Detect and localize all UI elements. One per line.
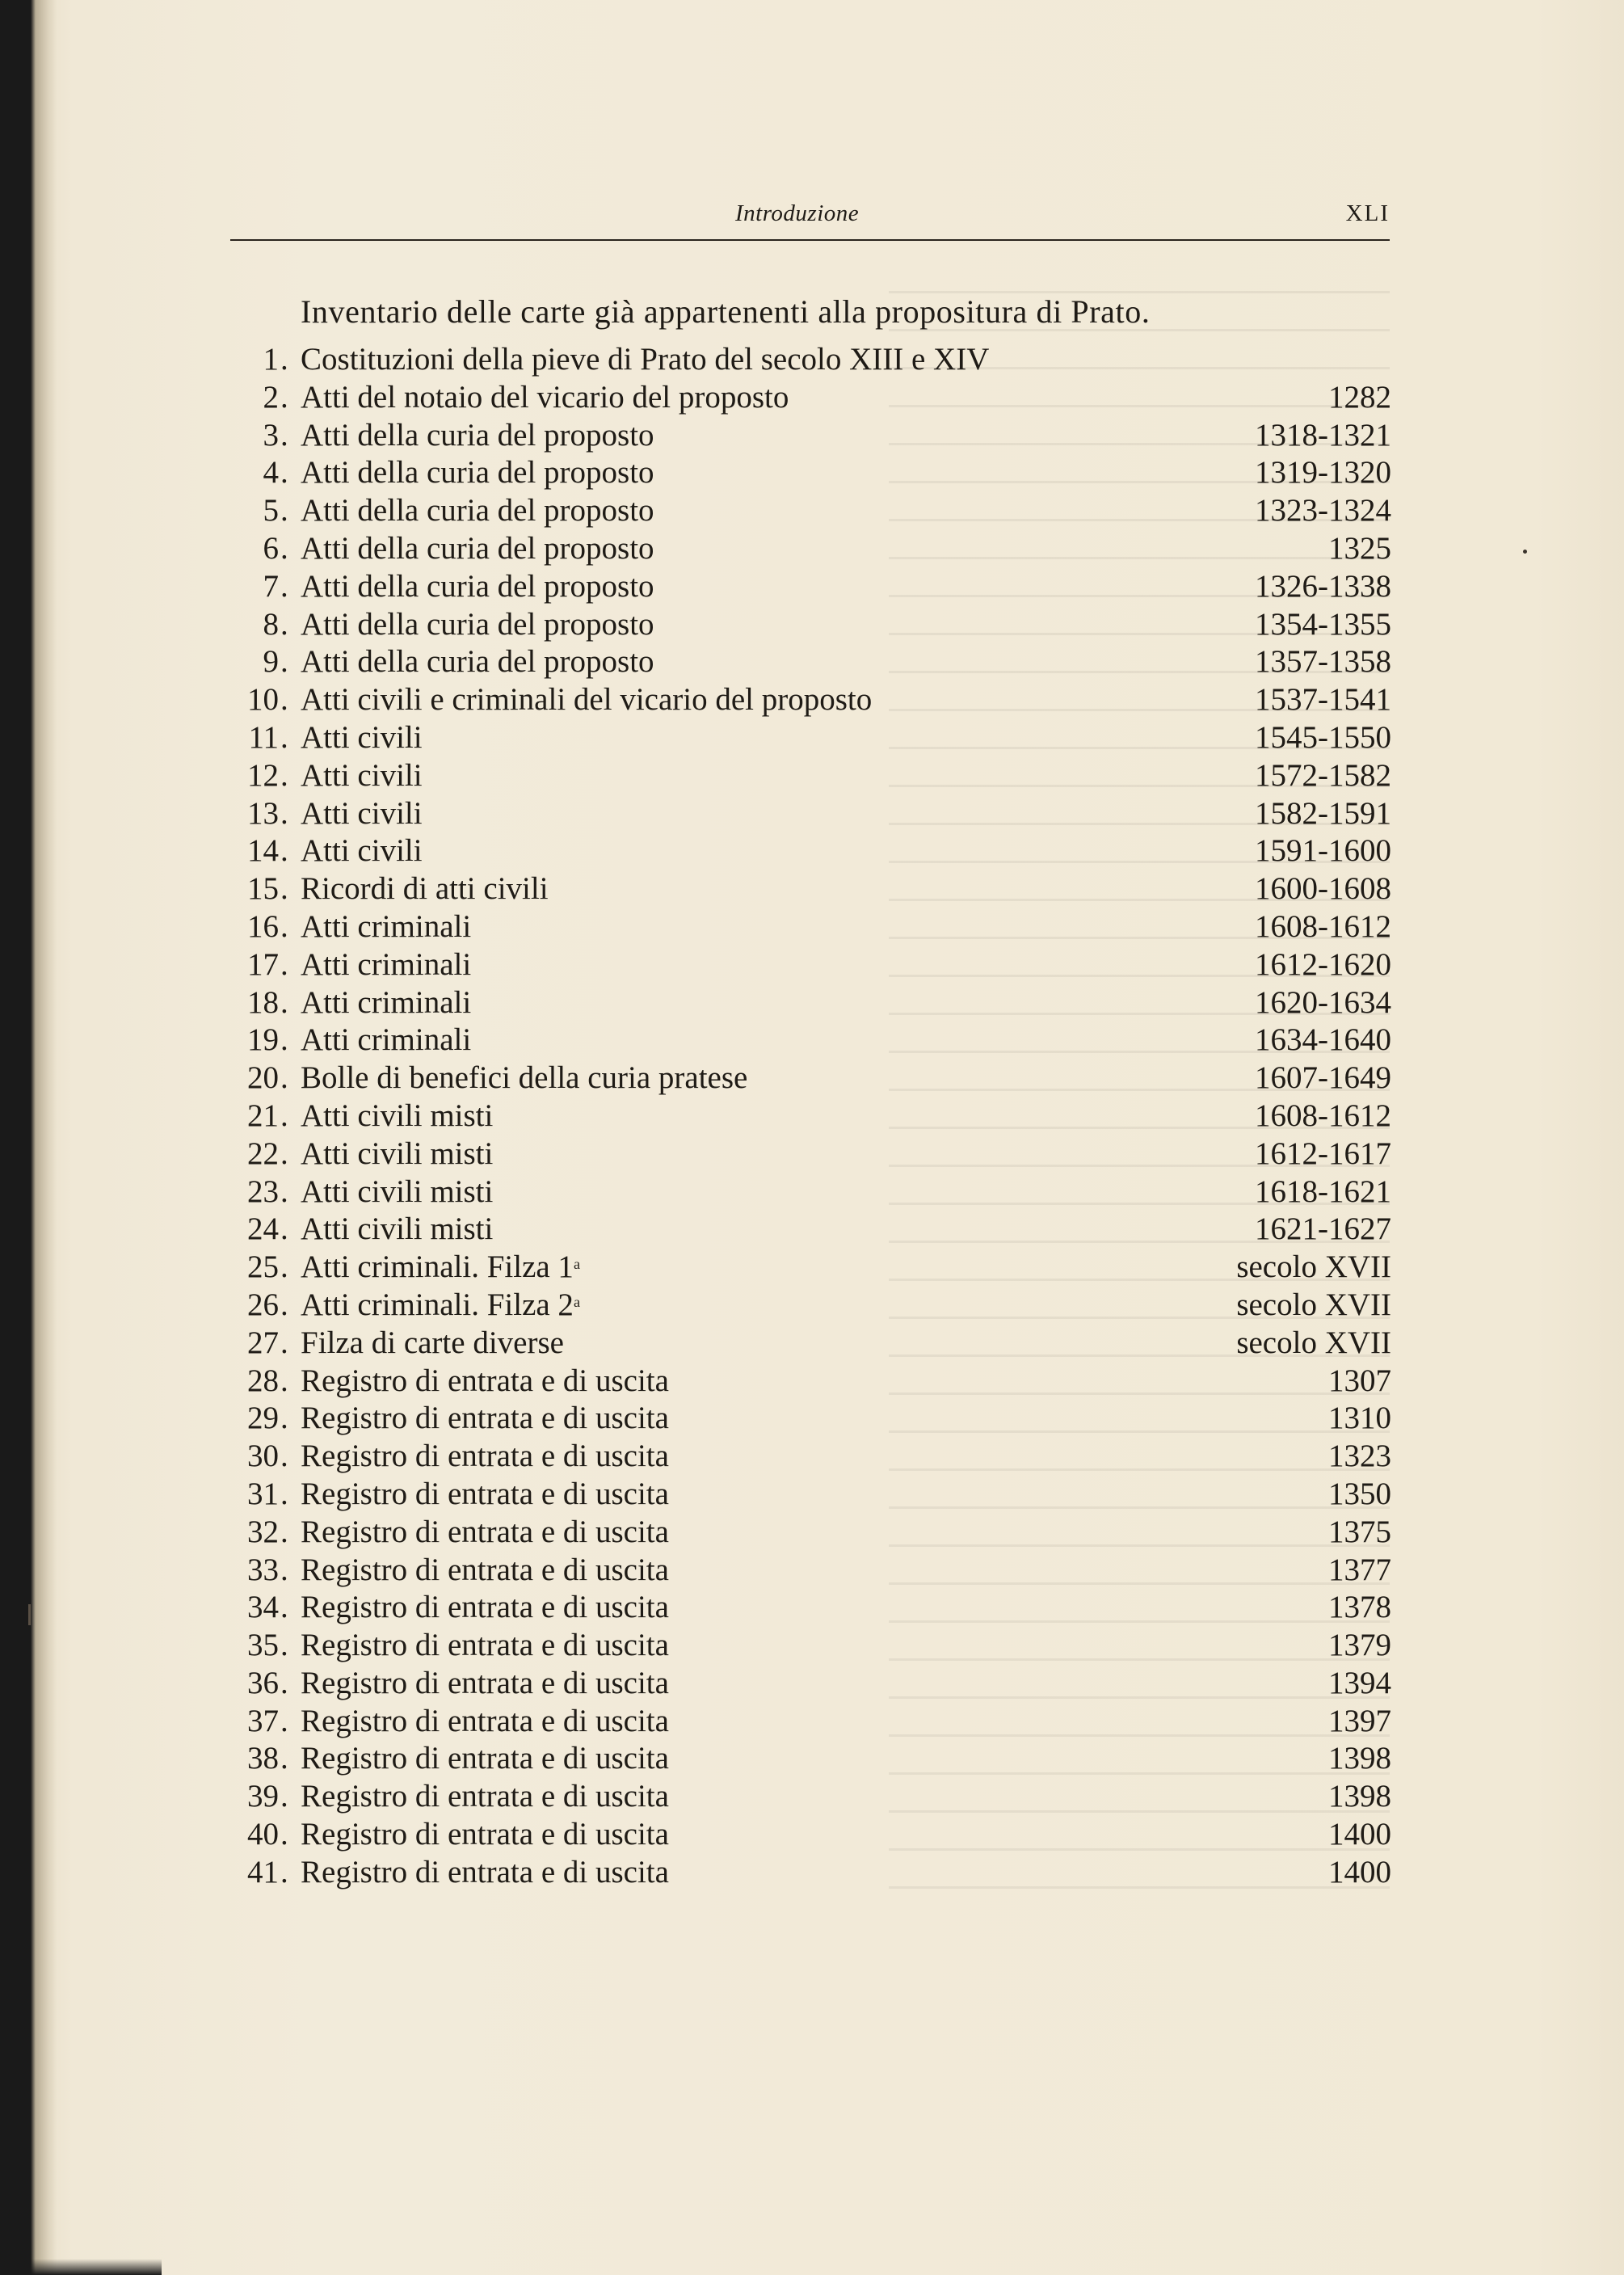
item-date: 1537-1541 (1255, 682, 1391, 718)
item-date: 1323-1324 (1255, 493, 1391, 529)
item-number-dot: . (280, 1401, 288, 1436)
item-number-dot: . (280, 606, 288, 642)
item-number: 4 (263, 455, 279, 491)
inventory-list (230, 341, 1394, 1892)
item-title (301, 341, 989, 379)
item-title (301, 1589, 669, 1627)
list-item (230, 492, 1394, 530)
item-date: 1354-1355 (1255, 606, 1391, 642)
item-date: 1600-1608 (1255, 871, 1391, 907)
item-number: 29 (247, 1401, 279, 1436)
item-number-dot: . (280, 1249, 288, 1285)
item-number-dot: . (280, 1173, 288, 1209)
item-date: 1608-1612 (1255, 908, 1391, 944)
item-number: 5 (263, 493, 279, 529)
item-title-text: Registro di entrata e di uscita (301, 1590, 669, 1625)
item-title (301, 530, 654, 568)
item-title-text: Registro di entrata e di uscita (301, 1439, 669, 1474)
item-date: 1582-1591 (1255, 795, 1391, 831)
item-title-text: Atti civili misti (301, 1097, 494, 1133)
item-date: 1319-1320 (1255, 455, 1391, 491)
item-title-text: Registro di entrata e di uscita (301, 1476, 669, 1511)
item-number-dot: . (280, 493, 288, 529)
item-title-text: Registro di entrata e di uscita (301, 1854, 669, 1890)
item-number-dot: . (280, 1779, 288, 1814)
item-date: 1307 (1328, 1363, 1391, 1398)
page-number: XLI (1345, 200, 1390, 226)
item-title-text: Atti criminali. Filza 2 (301, 1287, 574, 1322)
item-number: 25 (247, 1249, 279, 1285)
item-number: 7 (263, 568, 279, 604)
item-title-text: Atti civili e criminali del vicario del proposto (301, 682, 873, 718)
item-date: 1377 (1328, 1552, 1391, 1587)
item-number-dot: . (280, 1476, 288, 1511)
list-item (230, 1665, 1394, 1703)
item-title (301, 568, 654, 606)
item-title-text: Registro di entrata e di uscita (301, 1514, 669, 1549)
item-title-text: Registro di entrata e di uscita (301, 1703, 669, 1738)
item-number: 6 (263, 530, 279, 566)
ordinal-superscript: a (573, 1293, 580, 1310)
list-item (230, 1816, 1394, 1854)
list-item (230, 795, 1394, 833)
item-title (301, 1400, 669, 1438)
item-date: 1400 (1328, 1854, 1391, 1890)
item-number-dot: . (280, 1439, 288, 1474)
item-title-text: Atti civili misti (301, 1135, 494, 1171)
running-header (230, 194, 1390, 242)
item-title-text: Registro di entrata e di uscita (301, 1741, 669, 1776)
item-number: 11 (248, 719, 279, 755)
book-spine-shadow (0, 0, 57, 2275)
item-number: 33 (247, 1552, 279, 1587)
item-title (301, 719, 423, 757)
list-item (230, 1060, 1394, 1097)
item-title-text: Registro di entrata e di uscita (301, 1628, 669, 1663)
list-item (230, 606, 1394, 644)
item-date: 1394 (1328, 1665, 1391, 1700)
list-item (230, 870, 1394, 908)
item-number-dot: . (280, 682, 288, 718)
list-item (230, 643, 1394, 681)
item-number: 22 (247, 1135, 279, 1171)
list-item (230, 417, 1394, 455)
item-date: 1545-1550 (1255, 719, 1391, 755)
list-item (230, 1740, 1394, 1778)
item-title (301, 870, 549, 908)
list-item (230, 568, 1394, 606)
item-number-dot: . (280, 1590, 288, 1625)
list-item (230, 719, 1394, 757)
item-number: 1 (263, 342, 279, 377)
item-number: 40 (247, 1817, 279, 1852)
item-number: 31 (247, 1476, 279, 1511)
item-title-text: Atti criminali (301, 908, 472, 944)
header-rule (230, 239, 1390, 241)
item-title (301, 1514, 669, 1552)
item-date: 1591-1600 (1255, 833, 1391, 869)
page-speck (1523, 550, 1527, 554)
item-number: 41 (247, 1854, 279, 1890)
item-title-text: Atti civili misti (301, 1173, 494, 1209)
item-title (301, 757, 423, 795)
item-title-text: Atti della curia del proposto (301, 530, 654, 566)
item-title-text: Atti civili (301, 757, 423, 793)
item-number-dot: . (280, 342, 288, 377)
item-date: 1612-1617 (1255, 1135, 1391, 1171)
item-date: 1618-1621 (1255, 1173, 1391, 1209)
item-title (301, 1363, 669, 1401)
item-number-dot: . (280, 1211, 288, 1247)
item-date: 1326-1338 (1255, 568, 1391, 604)
item-title-text: Atti della curia del proposto (301, 606, 654, 642)
item-title (301, 1476, 669, 1514)
item-number-dot: . (280, 1363, 288, 1398)
list-item (230, 1211, 1394, 1249)
item-number-dot: . (280, 1097, 288, 1133)
list-item (230, 832, 1394, 870)
list-item (230, 379, 1394, 417)
item-date: 1357-1358 (1255, 644, 1391, 680)
list-item (230, 1097, 1394, 1135)
list-item (230, 1438, 1394, 1476)
item-title-text: Atti civili (301, 719, 423, 755)
item-date: 1400 (1328, 1817, 1391, 1852)
item-number: 35 (247, 1628, 279, 1663)
item-date: 1282 (1328, 379, 1391, 415)
item-number: 13 (247, 795, 279, 831)
item-date: 1398 (1328, 1741, 1391, 1776)
item-date: 1378 (1328, 1590, 1391, 1625)
item-number: 8 (263, 606, 279, 642)
item-number: 28 (247, 1363, 279, 1398)
item-number: 18 (247, 984, 279, 1020)
item-title-text: Registro di entrata e di uscita (301, 1363, 669, 1398)
list-item (230, 1173, 1394, 1211)
item-title-text: Atti della curia del proposto (301, 455, 654, 491)
item-title (301, 1552, 669, 1590)
list-item (230, 1627, 1394, 1665)
list-item (230, 1552, 1394, 1590)
item-title-text: Atti civili (301, 833, 423, 869)
item-date: 1375 (1328, 1514, 1391, 1549)
item-date: secolo XVII (1236, 1325, 1391, 1360)
item-title-text: Atti criminali. Filza 1 (301, 1249, 574, 1285)
item-title (301, 1438, 669, 1476)
list-item (230, 1022, 1394, 1060)
item-title-text: Atti criminali (301, 1022, 472, 1058)
item-number-dot: . (280, 1552, 288, 1587)
item-date: 1350 (1328, 1476, 1391, 1511)
item-number: 3 (263, 417, 279, 453)
book-corner-shadow (0, 2259, 162, 2275)
item-date: 1620-1634 (1255, 984, 1391, 1020)
item-title (301, 1287, 580, 1325)
item-number-dot: . (280, 1741, 288, 1776)
item-date: 1397 (1328, 1703, 1391, 1738)
item-number-dot: . (280, 1817, 288, 1852)
item-number: 32 (247, 1514, 279, 1549)
item-number-dot: . (280, 1135, 288, 1171)
item-date: 1398 (1328, 1779, 1391, 1814)
running-title: Introduzione (735, 200, 860, 226)
item-number-dot: . (280, 417, 288, 453)
item-title (301, 1627, 669, 1665)
item-title (301, 1097, 493, 1135)
item-date: secolo XVII (1236, 1287, 1391, 1322)
item-title (301, 1211, 493, 1249)
list-item (230, 341, 1394, 379)
item-number: 16 (247, 908, 279, 944)
item-number: 23 (247, 1173, 279, 1209)
list-item (230, 1325, 1394, 1363)
item-date: 1323 (1328, 1439, 1391, 1474)
item-title (301, 417, 654, 455)
item-number-dot: . (280, 795, 288, 831)
item-number: 20 (247, 1060, 279, 1096)
item-number-dot: . (280, 644, 288, 680)
item-number: 2 (263, 379, 279, 415)
item-title (301, 1249, 580, 1287)
item-title (301, 1854, 669, 1892)
item-title (301, 795, 423, 833)
list-item (230, 908, 1394, 946)
item-date: 1607-1649 (1255, 1060, 1391, 1096)
item-date: 1621-1627 (1255, 1211, 1391, 1247)
item-number: 17 (247, 946, 279, 982)
item-title-text: Registro di entrata e di uscita (301, 1779, 669, 1814)
item-date: 1634-1640 (1255, 1022, 1391, 1058)
item-title (301, 984, 471, 1022)
item-number: 36 (247, 1665, 279, 1700)
item-title (301, 606, 654, 644)
item-number: 15 (247, 871, 279, 907)
item-title (301, 1022, 471, 1060)
item-title (301, 1816, 669, 1854)
item-title (301, 1665, 669, 1703)
item-title-text: Atti della curia del proposto (301, 644, 654, 680)
item-title (301, 908, 471, 946)
item-title (301, 946, 471, 984)
item-title (301, 454, 654, 492)
item-number-dot: . (280, 1022, 288, 1058)
list-item (230, 1476, 1394, 1514)
item-number: 21 (247, 1097, 279, 1133)
item-number-dot: . (280, 379, 288, 415)
item-title-text: Bolle di benefici della curia pratese (301, 1060, 748, 1096)
list-item (230, 1135, 1394, 1173)
item-title-text: Registro di entrata e di uscita (301, 1401, 669, 1436)
ordinal-superscript: a (573, 1256, 580, 1273)
item-title-text: Atti criminali (301, 984, 472, 1020)
item-number: 24 (247, 1211, 279, 1247)
item-number-dot: . (280, 1287, 288, 1322)
item-title-text: Filza di carte diverse (301, 1325, 564, 1360)
item-number: 37 (247, 1703, 279, 1738)
item-title (301, 1703, 669, 1741)
item-title (301, 1778, 669, 1816)
item-title (301, 643, 654, 681)
item-title-text: Registro di entrata e di uscita (301, 1817, 669, 1852)
list-item (230, 1514, 1394, 1552)
item-number-dot: . (280, 871, 288, 907)
item-number-dot: . (280, 1628, 288, 1663)
item-date: 1608-1612 (1255, 1097, 1391, 1133)
item-number-dot: . (280, 1325, 288, 1360)
item-number-dot: . (280, 757, 288, 793)
item-title (301, 1173, 493, 1211)
list-item (230, 1703, 1394, 1741)
inventory-heading: Inventario delle carte già appartenenti alla propositura di Prato. (301, 293, 1151, 330)
list-item (230, 1287, 1394, 1325)
list-item (230, 681, 1394, 719)
margin-mark (28, 1604, 31, 1625)
item-number-dot: . (280, 1854, 288, 1890)
item-number: 9 (263, 644, 279, 680)
item-number: 26 (247, 1287, 279, 1322)
item-number-dot: . (280, 1514, 288, 1549)
item-number: 12 (247, 757, 279, 793)
list-item (230, 530, 1394, 568)
list-item (230, 454, 1394, 492)
item-number-dot: . (280, 719, 288, 755)
item-date: 1572-1582 (1255, 757, 1391, 793)
item-number: 38 (247, 1741, 279, 1776)
item-title-text: Registro di entrata e di uscita (301, 1665, 669, 1700)
item-number: 14 (247, 833, 279, 869)
list-item (230, 1589, 1394, 1627)
item-title-text: Atti della curia del proposto (301, 417, 654, 453)
item-title-text: Atti del notaio del vicario del proposto (301, 379, 789, 415)
item-number-dot: . (280, 568, 288, 604)
item-title-text: Atti civili misti (301, 1211, 494, 1247)
item-title (301, 1135, 493, 1173)
item-number: 30 (247, 1439, 279, 1474)
item-title-text: Atti civili (301, 795, 423, 831)
item-number-dot: . (280, 455, 288, 491)
item-number-dot: . (280, 908, 288, 944)
item-title (301, 1325, 564, 1363)
list-item (230, 1400, 1394, 1438)
item-date: 1318-1321 (1255, 417, 1391, 453)
item-number: 34 (247, 1590, 279, 1625)
item-title (301, 492, 654, 530)
item-number-dot: . (280, 833, 288, 869)
item-title (301, 1060, 747, 1097)
list-item (230, 1363, 1394, 1401)
item-title (301, 681, 872, 719)
item-number: 10 (247, 682, 279, 718)
item-title-text: Atti della curia del proposto (301, 493, 654, 529)
item-number-dot: . (280, 1665, 288, 1700)
item-title (301, 379, 789, 417)
item-number-dot: . (280, 530, 288, 566)
list-item (230, 946, 1394, 984)
item-date: 1379 (1328, 1628, 1391, 1663)
item-title (301, 832, 423, 870)
list-item (230, 757, 1394, 795)
list-item (230, 1249, 1394, 1287)
item-number-dot: . (280, 984, 288, 1020)
item-date: 1325 (1328, 530, 1391, 566)
list-item (230, 1778, 1394, 1816)
item-number: 19 (247, 1022, 279, 1058)
item-date: secolo XVII (1236, 1249, 1391, 1285)
list-item (230, 984, 1394, 1022)
item-title-text: Costituzioni della pieve di Prato del secolo XIII e XIV (301, 342, 990, 377)
list-item (230, 1854, 1394, 1892)
item-date: 1310 (1328, 1401, 1391, 1436)
item-title-text: Ricordi di atti civili (301, 871, 549, 907)
item-number-dot: . (280, 1703, 288, 1738)
item-date: 1612-1620 (1255, 946, 1391, 982)
item-number: 39 (247, 1779, 279, 1814)
item-title (301, 1740, 669, 1778)
item-number-dot: . (280, 946, 288, 982)
item-title-text: Atti criminali (301, 946, 472, 982)
item-title-text: Atti della curia del proposto (301, 568, 654, 604)
item-number: 27 (247, 1325, 279, 1360)
item-title-text: Registro di entrata e di uscita (301, 1552, 669, 1587)
item-number-dot: . (280, 1060, 288, 1096)
